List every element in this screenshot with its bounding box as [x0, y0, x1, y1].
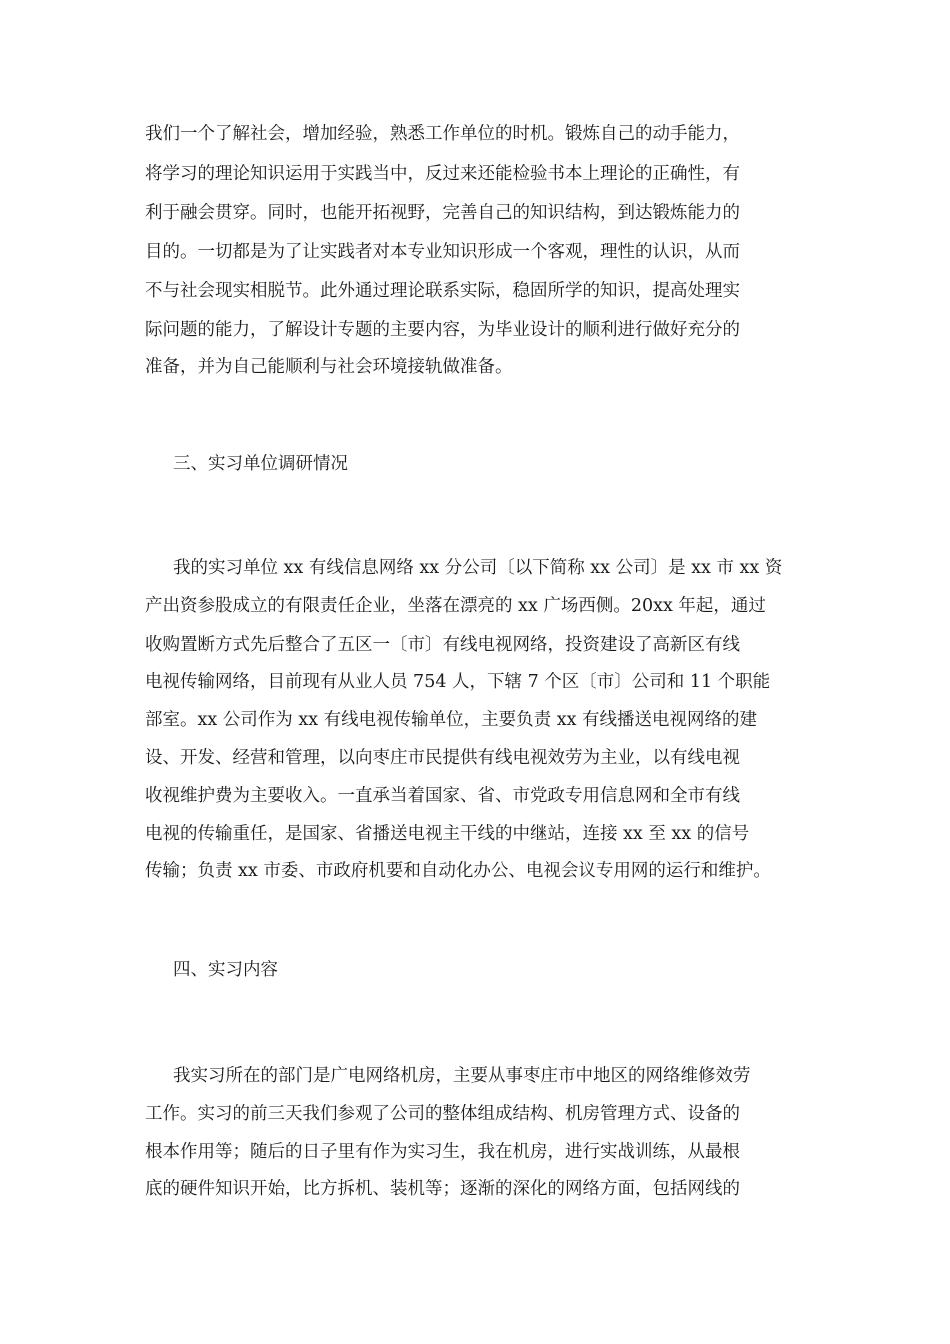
paragraph-line: 工作。实习的前三天我们参观了公司的整体组成结构、机房管理方式、设备的	[145, 1104, 740, 1124]
paragraph-line: 目的。一切都是为了让实践者对本专业知识形成一个客观，理性的认识，从而	[145, 242, 740, 262]
paragraph-line: 我实习所在的部门是广电网络机房，主要从事枣庄市中地区的网络维修效劳	[173, 1066, 751, 1086]
paragraph-line: 不与社会现实相脱节。此外通过理论联系实际，稳固所学的知识，提高处理实	[145, 281, 740, 301]
paragraph-line: 收视维护费为主要收入。一直承当着国家、省、市党政专用信息网和全市有线	[145, 786, 740, 806]
paragraph-line: 部室。xx 公司作为 xx 有线电视传输单位，主要负责 xx 有线播送电视网络的建	[145, 710, 758, 730]
paragraph-line: 根本作用等；随后的日子里有作为实习生，我在机房，进行实战训练，从最根	[145, 1142, 740, 1162]
paragraph-line: 设、开发、经营和管理，以向枣庄市民提供有线电视效劳为主业，以有线电视	[145, 748, 740, 768]
paragraph-line: 电视的传输重任，是国家、省播送电视主干线的中继站，连接 xx 至 xx 的信号	[145, 824, 750, 844]
paragraph-line: 准备，并为自己能顺利与社会环境接轨做准备。	[145, 357, 513, 377]
section-heading: 四、实习内容	[173, 960, 278, 980]
paragraph-line: 传输；负责 xx 市委、市政府机要和自动化办公、电视会议专用网的运行和维护。	[145, 861, 771, 881]
paragraph-line: 我的实习单位 xx 有线信息网络 xx 分公司〔以下简称 xx 公司〕是 xx 市 xx 资	[173, 558, 783, 578]
paragraph-line: 将学习的理论知识运用于实践当中，反过来还能检验书本上理论的正确性，有	[145, 164, 740, 184]
paragraph-line: 利于融会贯穿。同时，也能开拓视野，完善自己的知识结构，到达锻炼能力的	[145, 203, 740, 223]
paragraph-line: 底的硬件知识开始，比方拆机、装机等；逐渐的深化的网络方面，包括网线的	[145, 1179, 740, 1199]
paragraph-line: 际问题的能力，了解设计专题的主要内容，为毕业设计的顺利进行做好充分的	[145, 320, 740, 340]
paragraph-line: 我们一个了解社会，增加经验，熟悉工作单位的时机。锻炼自己的动手能力，	[145, 124, 740, 144]
paragraph-line: 收购置断方式先后整合了五区一〔市〕有线电视网络，投资建设了高新区有线	[145, 635, 740, 655]
section-heading: 三、实习单位调研情况	[173, 454, 348, 474]
paragraph-line: 电视传输网络，目前现有从业人员 754 人，下辖 7 个区〔市〕公司和 11 个职能	[145, 672, 771, 692]
paragraph-line: 产出资参股成立的有限责任企业，坐落在漂亮的 xx 广场西侧。20xx 年起，通过	[145, 596, 766, 616]
